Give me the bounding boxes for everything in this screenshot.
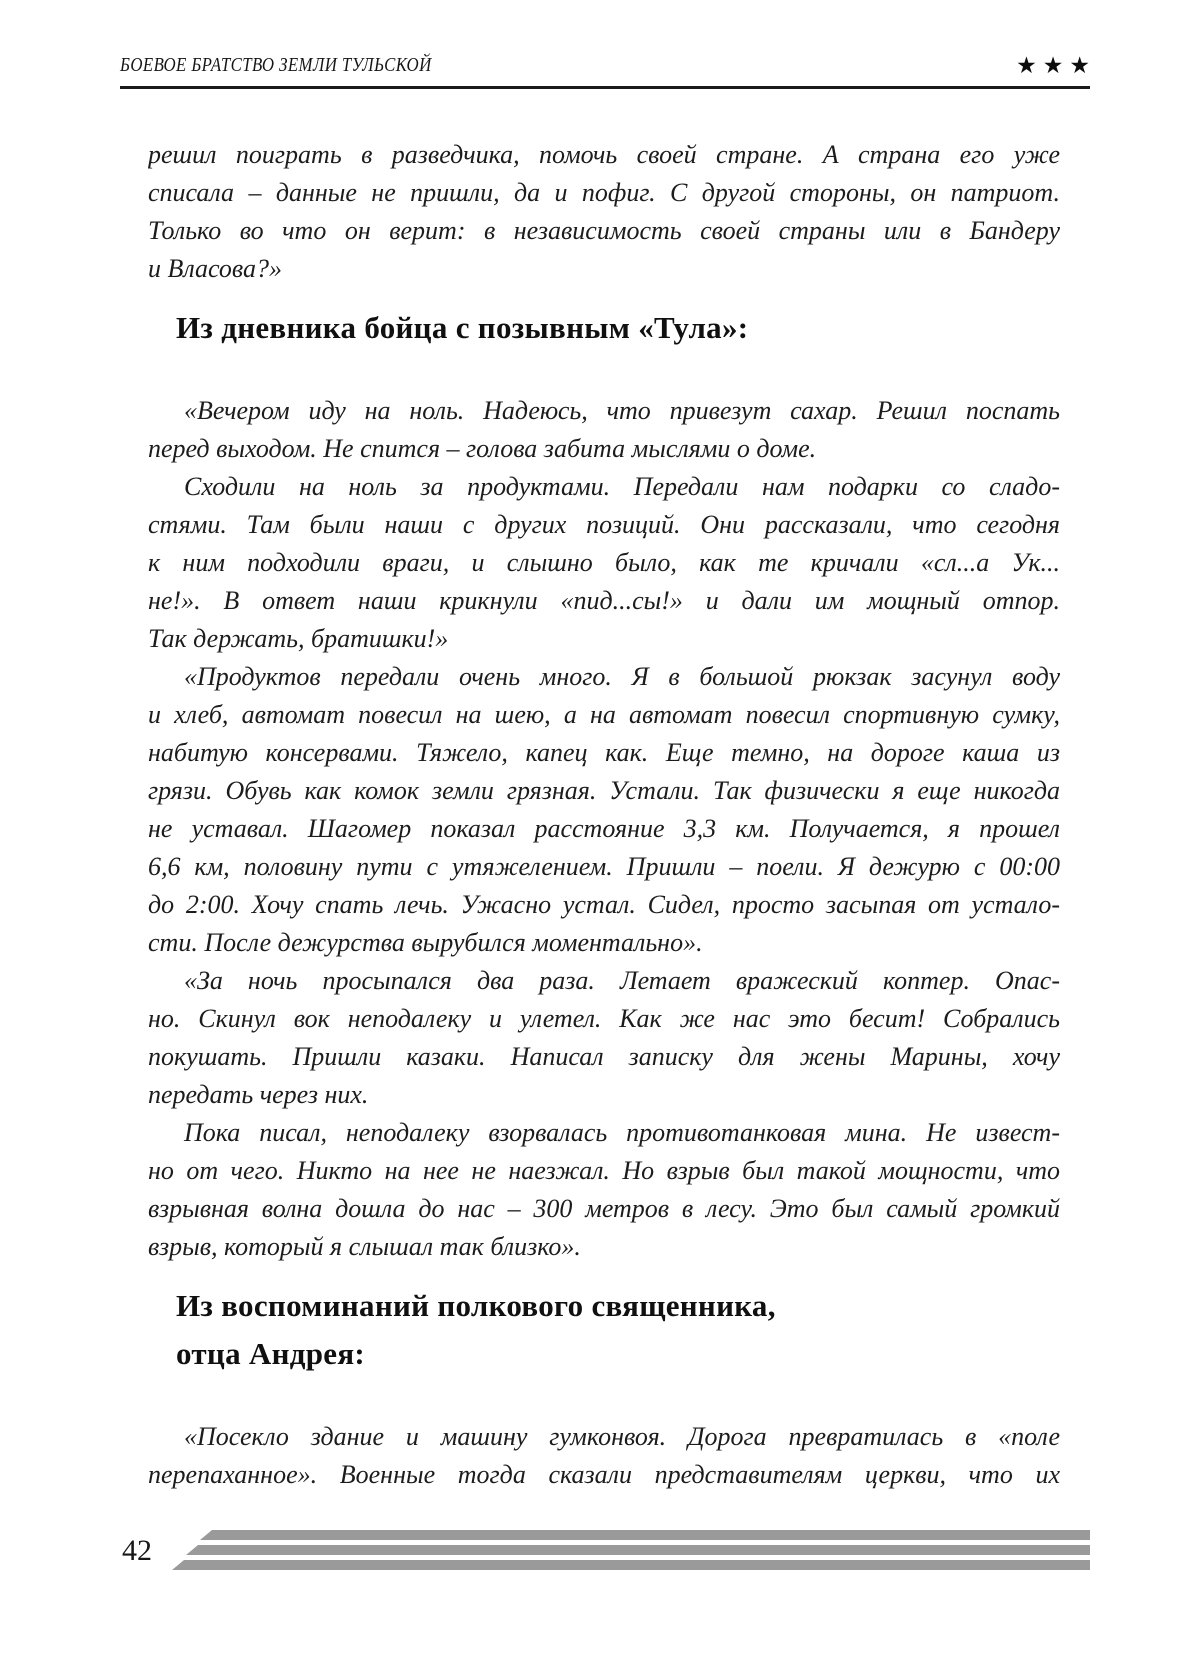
stars-ornament-icon: ★★★ (1016, 53, 1096, 78)
paragraph (148, 136, 1060, 288)
section-heading (148, 304, 1060, 352)
text-line: взрыв, который я слышал так близко». (148, 1232, 581, 1261)
text-line: грязи. Обувь как комок земли грязная. Устали. Так физически я еще никогда (148, 776, 1060, 805)
page-body (148, 104, 1060, 1494)
heading-line: Из воспоминаний полкового священника, (176, 1288, 776, 1323)
text-line: «За ночь просыпался два раза. Летает вражеский коптер. Опас- (184, 966, 1060, 995)
section-heading (148, 1282, 1060, 1378)
text-line: списала – данные не пришли, да и пофиг. С другой стороны, он патриот. (148, 178, 1060, 207)
text-line: передать через них. (148, 1080, 369, 1109)
paragraph (148, 962, 1060, 1114)
text-line: «Вечером иду на ноль. Надеюсь, что привезут сахар. Решил поспать (184, 396, 1060, 425)
footer-stripe (186, 1545, 1090, 1555)
footer-stripe (200, 1530, 1090, 1540)
paragraph (148, 468, 1060, 658)
text-line: перед выходом. Не спится – голова забита мыслями о доме. (148, 434, 817, 463)
heading-line: Из дневника бойца с позывным «Тула»: (176, 310, 749, 345)
text-line: но от чего. Никто на нее не наезжал. Но взрыв был такой мощности, что (148, 1156, 1060, 1185)
text-line: взрывная волна дошла до нас – 300 метров в лесу. Это был самый громкий (148, 1194, 1060, 1223)
text-line: до 2:00. Хочу спать лечь. Ужасно устал. Сидел, просто засыпая от устало- (148, 890, 1060, 919)
text-line: не уставал. Шагомер показал расстояние 3,3 км. Получается, я прошел (148, 814, 1060, 843)
text-line: но. Скинул вок неподалеку и улетел. Как же нас это бесит! Собрались (148, 1004, 1060, 1033)
text-line: к ним подходили враги, и слышно было, как те кричали «сл...а Ук... (148, 548, 1060, 577)
running-header (120, 53, 1096, 89)
paragraph (148, 658, 1060, 962)
text-line: и Власова?» (148, 254, 283, 283)
text-line: перепаханное». Военные тогда сказали представителям церкви, что их (148, 1460, 1060, 1489)
text-line: Пока писал, неподалеку взорвалась противотанковая мина. Не извест- (184, 1118, 1060, 1147)
text-line: стями. Там были наши с других позиций. Они рассказали, что сегодня (148, 510, 1060, 539)
text-line: сти. После дежурства вырубился моментально». (148, 928, 703, 957)
text-line: Только во что он верит: в независимость своей страны или в Бандеру (148, 216, 1060, 245)
text-line: набитую консервами. Тяжело, капец как. Еще темно, на дороге каша из (148, 738, 1060, 767)
text-line: Так держать, братишки!» (148, 624, 449, 653)
paragraph (148, 1418, 1060, 1494)
text-line: 6,6 км, половину пути с утяжелением. Пришли – поели. Я дежурю с 00:00 (148, 852, 1060, 881)
text-line: «Продуктов передали очень много. Я в большой рюкзак засунул воду (184, 662, 1060, 691)
text-line: «Посекло здание и машину гумконвоя. Дорога превратилась в «поле (184, 1422, 1060, 1451)
text-line: покушать. Пришли казаки. Написал записку для жены Марины, хочу (148, 1042, 1060, 1071)
paragraph (148, 1114, 1060, 1266)
paragraph (148, 392, 1060, 468)
text-line: не!». В ответ наши крикнули «пид...сы!» и дали им мощный отпор. (148, 586, 1060, 615)
running-title: БОЕВОЕ БРАТСТВО ЗЕМЛИ ТУЛЬСКОЙ (120, 54, 432, 76)
footer-stripe (172, 1560, 1090, 1570)
heading-line: отца Андрея: (176, 1336, 366, 1371)
text-line: и хлеб, автомат повесил на шею, а на автомат повесил спортивную сумку, (148, 700, 1060, 729)
text-line: Сходили на ноль за продуктами. Передали нам подарки со сладо- (184, 472, 1060, 501)
page-number: 42 (122, 1534, 152, 1567)
text-line: решил поиграть в разведчика, помочь своей стране. А страна его уже (148, 140, 1060, 169)
